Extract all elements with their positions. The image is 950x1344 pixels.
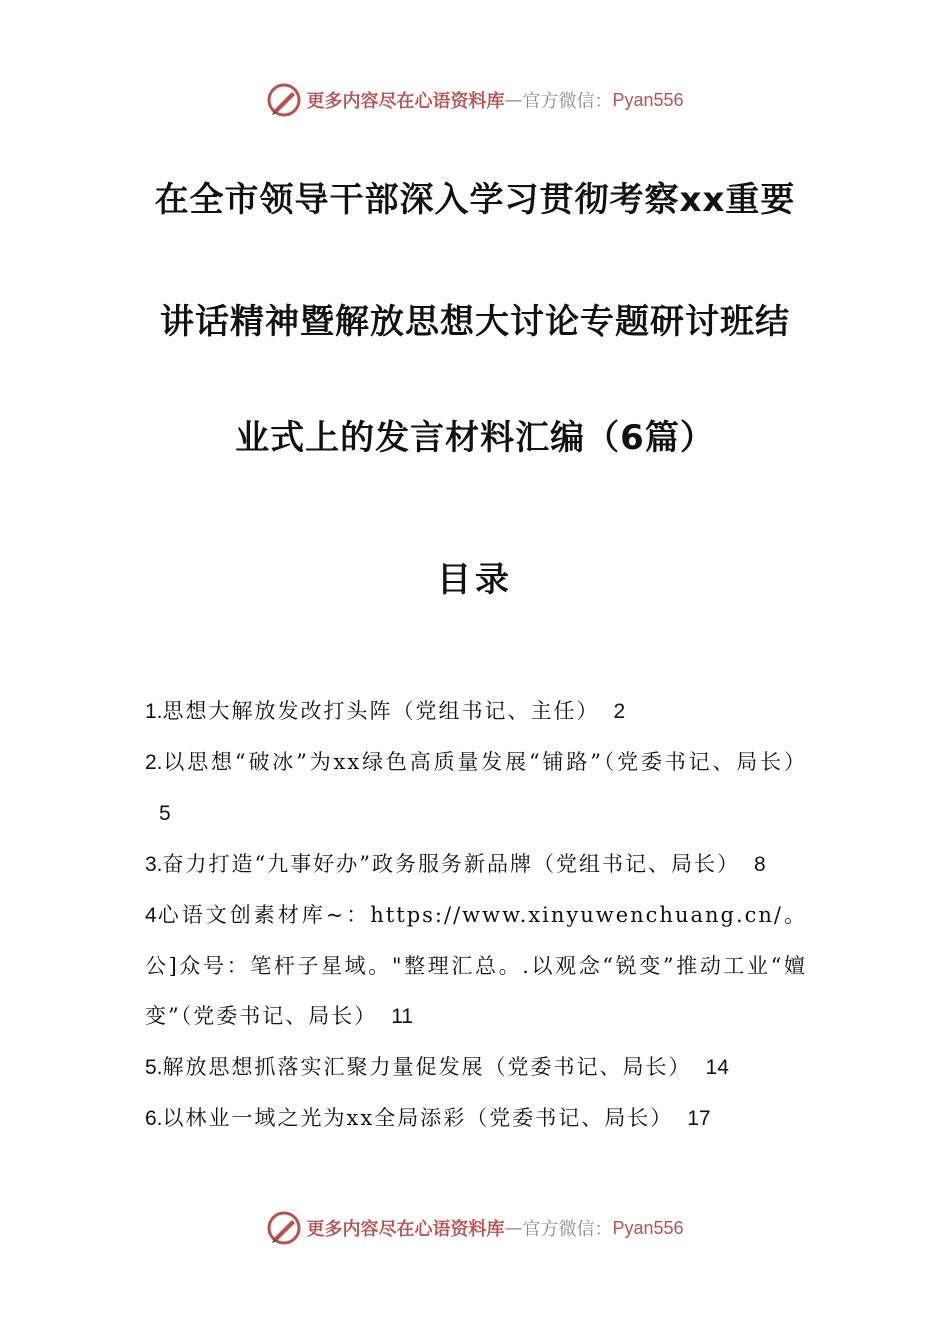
pen-logo-icon (266, 1210, 302, 1246)
toc-item-page: 14 (705, 1056, 729, 1079)
document-title-line-1: 在全市领导干部深入学习贯彻考察xx重要 (154, 180, 796, 220)
table-of-contents (145, 686, 807, 1144)
toc-item-number: 1. (145, 700, 163, 723)
toc-item-page: 2 (613, 700, 626, 723)
watermark-wechat-id: Pyan556 (612, 1217, 684, 1238)
pen-logo-icon (266, 82, 302, 118)
toc-item[interactable] (145, 1093, 807, 1144)
watermark-separator: — (504, 1217, 523, 1239)
toc-item-number: 3. (145, 853, 163, 876)
document-title-line-3: 业式上的发言材料汇编（6篇） (235, 418, 715, 458)
toc-item-number: 2. (145, 751, 163, 774)
watermark-main-text: 更多内容尽在心语资料库 (306, 91, 505, 112)
toc-item-text: 以思想“破冰”为xx绿色高质量发展“铺路”（党委书记、局长） (162, 750, 807, 774)
toc-item-page: 17 (687, 1107, 711, 1130)
toc-item[interactable] (145, 737, 807, 839)
toc-item-page: 5 (159, 802, 171, 825)
toc-item[interactable] (145, 890, 807, 1042)
toc-item-number: 6. (145, 1107, 163, 1130)
document-title-line-2: 讲话精神暨解放思想大讨论专题研讨班结 (160, 302, 790, 342)
toc-item-text: 奋力打造“九事好办”政务服务新品牌（党组书记、局长） (162, 852, 740, 876)
watermark-separator: — (504, 89, 523, 111)
watermark-main-text: 更多内容尽在心语资料库 (306, 1219, 505, 1240)
watermark-wechat-label: 官方微信： (522, 91, 613, 112)
toc-item-page: 11 (391, 1005, 414, 1028)
toc-item-text: 心语文创素材库~：https://www.xinyuwenchuang.cn/。公]众号：笔杆子星域。"整理汇总。.以观念“锐变”推动工业“嬗变”（党委书记、局长） (145, 903, 807, 1028)
watermark-wechat-id: Pyan556 (612, 89, 684, 110)
watermark-wechat-label: 官方微信： (522, 1219, 613, 1240)
toc-item-number: 4 (145, 904, 157, 927)
watermark-banner-top (0, 80, 950, 120)
toc-item[interactable] (145, 1042, 807, 1093)
toc-item-text: 解放思想抓落实汇聚力量促发展（党委书记、局长） (162, 1055, 692, 1079)
toc-item-page: 8 (754, 853, 766, 876)
toc-item-text: 以林业一域之光为xx全局添彩（党委书记、局长） (162, 1106, 674, 1130)
toc-item[interactable] (145, 686, 807, 737)
toc-item-number: 5. (145, 1056, 163, 1079)
toc-item-text: 思想大解放发改打头阵（党组书记、主任） (162, 699, 600, 723)
toc-heading: 目录 (437, 560, 513, 600)
watermark-banner-bottom (0, 1208, 950, 1248)
toc-item[interactable] (145, 839, 807, 890)
